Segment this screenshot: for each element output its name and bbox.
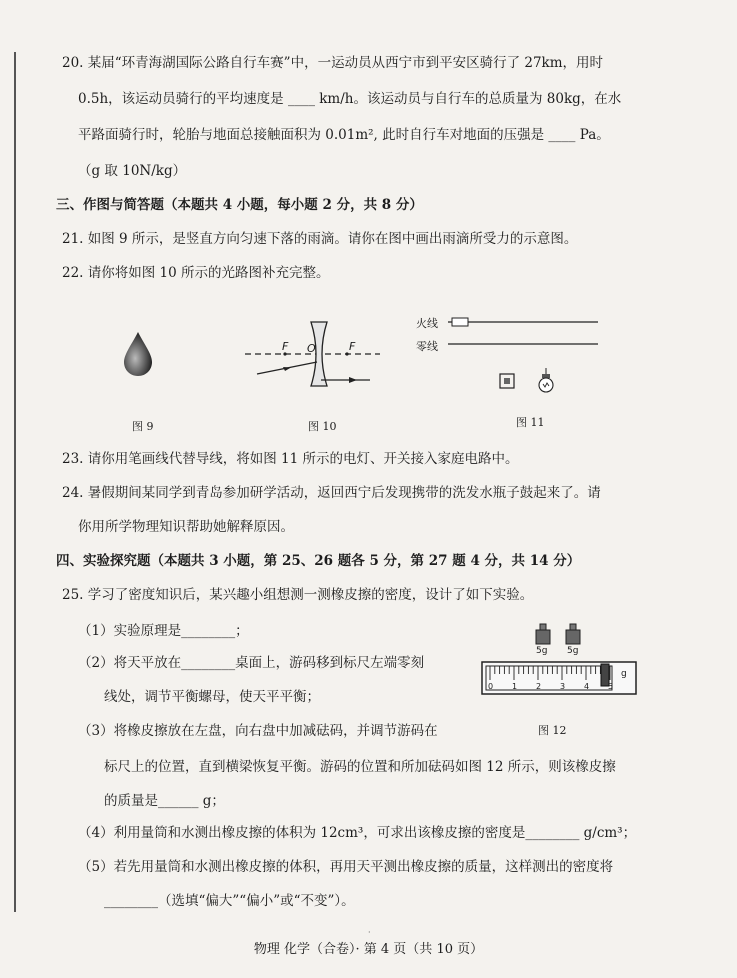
fig10-focus-right-label: F	[349, 340, 356, 353]
binding-margin-line	[14, 52, 16, 912]
page-footer: 物理 化学（合卷）· 第 4 页（共 10 页）	[253, 942, 484, 957]
q21: 21. 如图 9 所示，是竖直方向匀速下落的雨滴。请你在图中画出雨滴所受力的示意图。	[62, 231, 578, 247]
ruler-tick-label: 2	[536, 682, 542, 691]
fig10-optical-center-label: O	[307, 342, 316, 355]
fig10-caption: 图 10	[308, 420, 337, 433]
q25-part5-line2: ________（选填“偏大”“偏小”或“不变”）。	[104, 893, 355, 909]
fig10-concave-lens-diagram	[245, 316, 385, 396]
q20-line1: 20. 某届“环青海湖国际公路自行车赛”中，一运动员从西宁市到平安区骑行了 27km，用时	[62, 55, 604, 71]
fig9-caption: 图 9	[132, 420, 154, 433]
section-3-heading: 三、作图与简答题（本题共 4 小题，每小题 2 分，共 8 分）	[56, 197, 423, 213]
ruler-tick-label: 5	[608, 682, 614, 691]
fig10-focus-left-label: F	[282, 340, 289, 353]
stray-dot: ·	[368, 928, 371, 937]
fig12-unit-label: g	[621, 669, 627, 679]
ruler-tick-label: 0	[488, 682, 494, 691]
ruler-tick-label: 3	[560, 682, 566, 691]
section-4-heading: 四、实验探究题（本题共 3 小题，第 25、26 题各 5 分，第 27 题 4 分，共 14 分）	[56, 553, 581, 569]
q20-line2: 0.5h，该运动员骑行的平均速度是 ____ km/h。该运动员与自行车的总质量为 80kg，在水	[78, 91, 622, 107]
fig12-caption: 图 12	[538, 724, 567, 737]
q25-part1: （1）实验原理是________；	[78, 623, 249, 639]
q24-line2: 你用所学物理知识帮助她解释原因。	[78, 519, 294, 535]
q22: 22. 请你将如图 10 所示的光路图补充完整。	[62, 265, 330, 281]
q25-part3-line2: 标尺上的位置，直到横梁恢复平衡。游码的位置和所加砝码如图 12 所示，则该橡皮擦	[104, 759, 616, 775]
q23: 23. 请你用笔画线代替导线，将如图 11 所示的电灯、开关接入家庭电路中。	[62, 451, 519, 467]
fig11-circuit-diagram	[448, 312, 608, 402]
q20-line4: （g 取 10N/kg）	[78, 163, 187, 179]
q25-part3-line1: （3）将橡皮擦放在左盘，向右盘中加减砝码，并调节游码在	[78, 723, 438, 739]
ruler-tick-label: 1	[512, 682, 518, 691]
fig9-raindrop	[118, 330, 158, 380]
q25-part5-line1: （5）若先用量筒和水测出橡皮擦的体积，再用天平测出橡皮擦的质量，这样测出的密度将	[78, 859, 614, 875]
q20-line3: 平路面骑行时，轮胎与地面总接触面积为 0.01m², 此时自行车对地面的压强是 ____ Pa。	[78, 127, 610, 143]
fig12-weight2-label: 5g	[567, 646, 579, 656]
q25-intro: 25. 学习了密度知识后，某兴趣小组想测一测橡皮擦的密度，设计了如下实验。	[62, 587, 534, 603]
q25-part2-line1: （2）将天平放在________桌面上，游码移到标尺左端零刻	[78, 655, 425, 671]
fig11-live-wire-label: 火线	[416, 317, 438, 330]
ruler-tick-label: 4	[584, 682, 590, 691]
fig11-caption: 图 11	[516, 416, 545, 429]
fig11-neutral-wire-label: 零线	[416, 340, 438, 353]
q25-part3-line3: 的质量是______ g；	[104, 793, 225, 809]
fig12-weight1-label: 5g	[536, 646, 548, 656]
q25-part4: （4）利用量筒和水测出橡皮擦的体积为 12cm³，可求出该橡皮擦的密度是________ g/cm³；	[78, 825, 637, 841]
q25-part2-line2: 线处，调节平衡螺母，使天平平衡；	[104, 689, 320, 705]
q24-line1: 24. 暑假期间某同学到青岛参加研学活动，返回西宁后发现携带的洗发水瓶子鼓起来了。请	[62, 485, 601, 501]
